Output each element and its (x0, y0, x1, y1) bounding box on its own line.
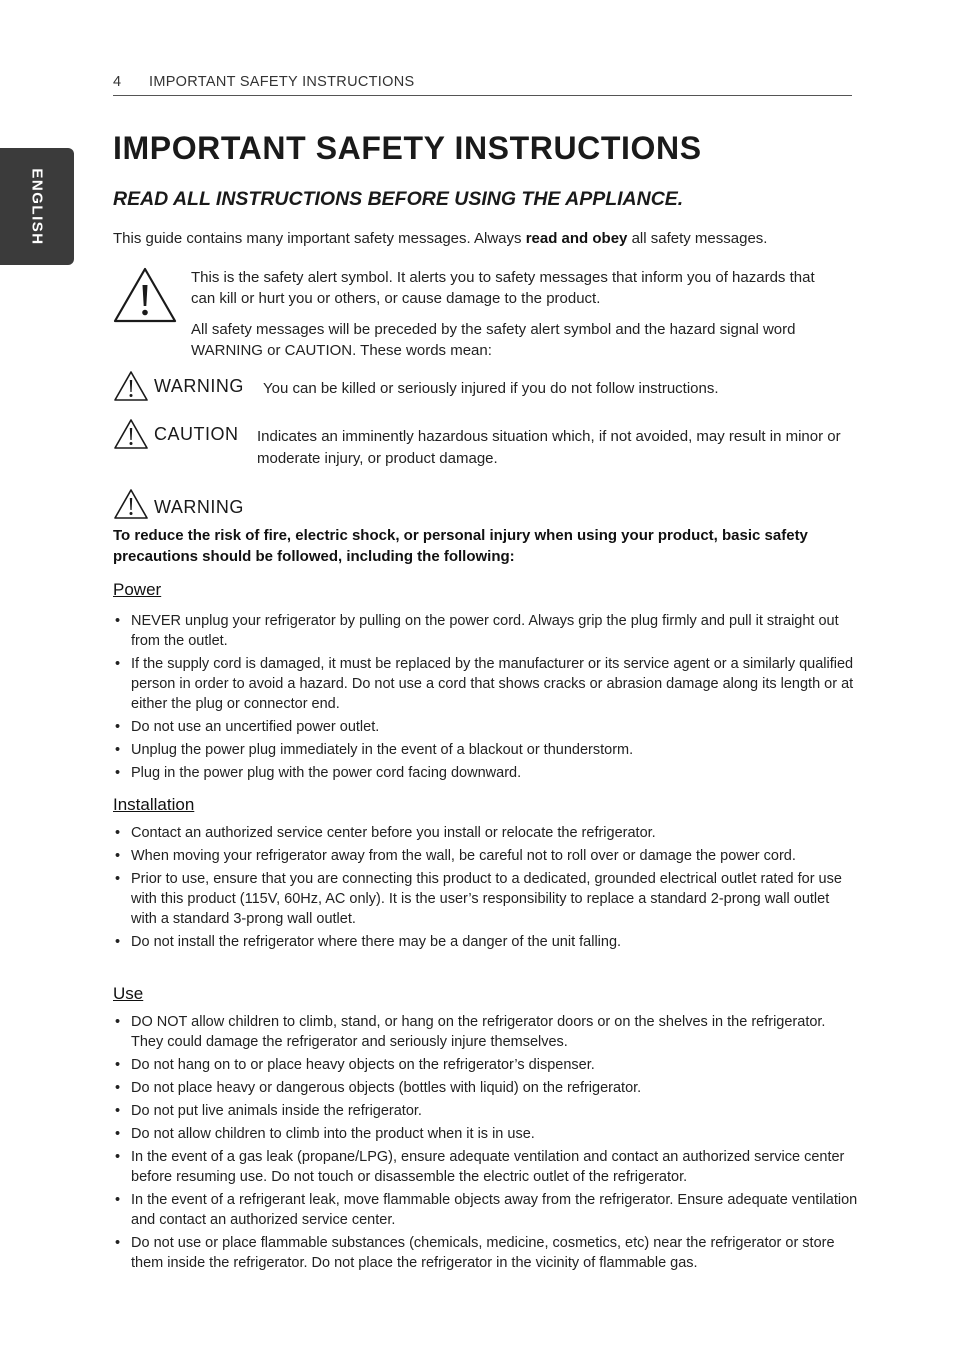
warning-block-word: WARNING (154, 497, 244, 517)
language-tab-label: ENGLISH (28, 167, 46, 246)
list-item: • When moving your refrigerator away from the wall, be careful not to roll over or damage the power cord. (113, 846, 858, 866)
list-item: • Do not use an uncertified power outlet. (113, 717, 858, 737)
list-item: • In the event of a refrigerant leak, move flammable objects away from the refrigerator. Ensure adequate ventilation and contact an authorized service center. (113, 1190, 858, 1230)
list-item: • Do not allow children to climb into the product when it is in use. (113, 1124, 858, 1144)
alert-symbol-description: This is the safety alert symbol. It alerts you to safety messages that inform you of hazards that can kill or hurt you or others, or cause damage to the product. (191, 269, 815, 307)
list-item: • In the event of a gas leak (propane/LPG), ensure adequate ventilation and contact an authorized service center before resuming use. Do not touch or disassemble the electric outlet of the refrigerator. (113, 1147, 858, 1187)
list-item: • DO NOT allow children to climb, stand, or hang on the refrigerator doors or on the shelves in the refrigerator. They could damage the refrigerator and seriously injure themselves. (113, 1012, 858, 1052)
alert-symbol-signal-words: All safety messages will be preceded by the safety alert symbol and the hazard signal word WARNING or CAUTION. These words mean: (191, 321, 796, 359)
warning-meaning: You can be killed or seriously injured if you do not follow instructions. (263, 380, 719, 397)
list-item: • Prior to use, ensure that you are connecting this product to a dedicated, grounded electrical outlet rated for use with this product (115V, 60Hz, AC only). It is the user’s responsibility to replace a standard 2-prong wall outlet with a standard 3-prong wall outlet. (113, 869, 858, 929)
list-item: • Do not hang on to or place heavy objects on the refrigerator’s dispenser. (113, 1055, 858, 1075)
list-item: • Unplug the power plug immediately in the event of a blackout or thunderstorm. (113, 740, 858, 760)
running-title: IMPORTANT SAFETY INSTRUCTIONS (149, 74, 415, 90)
warning-signal-word: WARNING (154, 376, 244, 396)
section-heading-power: Power (113, 580, 162, 599)
caution-triangle-icon (113, 418, 149, 450)
warning-block-lead: To reduce the risk of fire, electric shock, or personal injury when using your product, basic safety precautions should be followed, including the following: (113, 527, 808, 565)
caution-meaning: Indicates an imminently hazardous situation which, if not avoided, may result in minor or moderate injury, or product damage. (257, 428, 841, 467)
caution-signal-word: CAUTION (154, 424, 239, 444)
page-number: 4 (113, 74, 122, 90)
intro-paragraph (113, 229, 858, 250)
page-subtitle: READ ALL INSTRUCTIONS BEFORE USING THE APPLIANCE. (113, 188, 684, 210)
intro-bold: read and obey (525, 230, 628, 247)
page-title: IMPORTANT SAFETY INSTRUCTIONS (113, 130, 702, 166)
list-item: • If the supply cord is damaged, it must be replaced by the manufacturer or its service agent or a similarly qualified person in order to avoid a hazard. Do not use a cord that shows cracks or abrasion damage along its length or at either the plug or connector end. (113, 654, 858, 714)
installation-list (113, 823, 858, 955)
list-item: • NEVER unplug your refrigerator by pulling on the power cord. Always grip the plug firmly and pull it straight out from the outlet. (113, 611, 858, 651)
use-list (113, 1012, 858, 1276)
warning-triangle-icon (113, 488, 149, 520)
list-item: • Plug in the power plug with the power cord facing downward. (113, 763, 858, 783)
section-heading-installation: Installation (113, 795, 195, 814)
intro-before: This guide contains many important safety messages. Always (113, 230, 526, 247)
section-heading-use: Use (113, 984, 144, 1003)
warning-triangle-icon (112, 266, 178, 324)
language-tab (0, 148, 74, 265)
list-item: • Do not install the refrigerator where there may be a danger of the unit falling. (113, 932, 858, 952)
power-list (113, 611, 858, 786)
warning-triangle-icon (113, 370, 149, 402)
list-item: • Do not put live animals inside the refrigerator. (113, 1101, 858, 1121)
running-header (113, 74, 852, 96)
list-item: • Do not place heavy or dangerous objects (bottles with liquid) on the refrigerator. (113, 1078, 858, 1098)
list-item: • Do not use or place flammable substances (chemicals, medicine, cosmetics, etc) near the refrigerator or store them inside the refrigerator. Do not place the refrigerator in the vicinity of flammable gas. (113, 1233, 858, 1273)
intro-after: all safety messages. (627, 230, 768, 247)
list-item: • Contact an authorized service center before you install or relocate the refrigerator. (113, 823, 858, 843)
